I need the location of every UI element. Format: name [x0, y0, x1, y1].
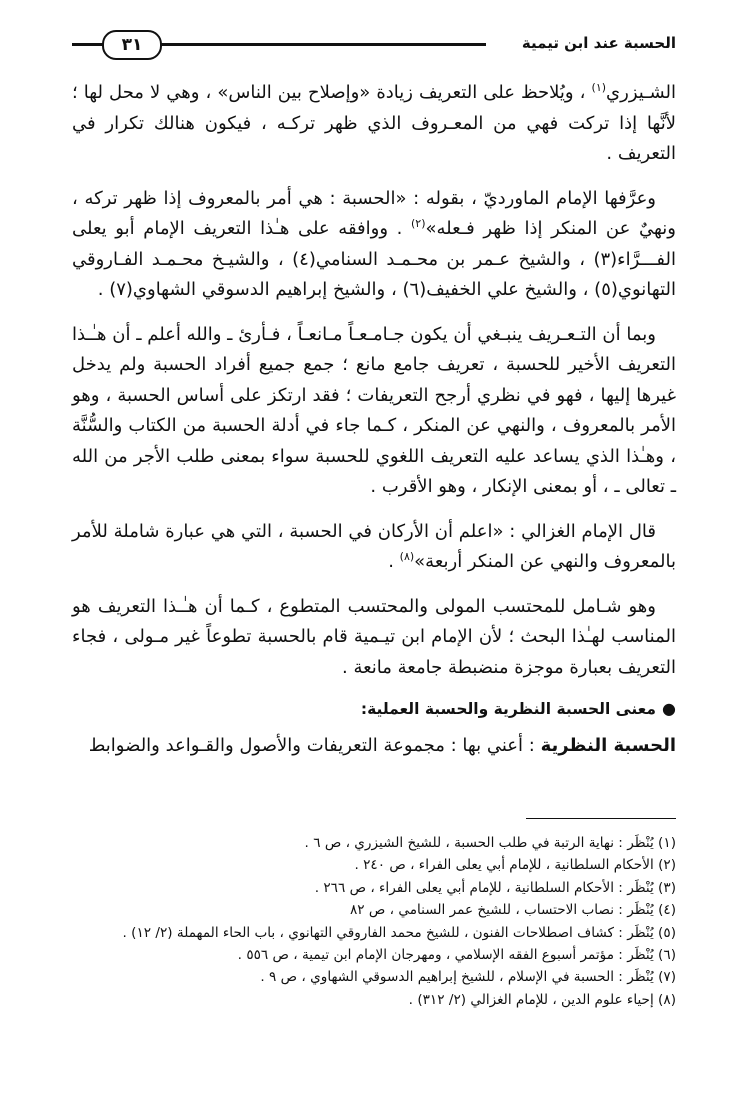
footnote-ref: (٨) [399, 550, 415, 563]
paragraph-text: وهو شـامل للمحتسب المولى والمحتسب المتطوع ، كـما أن هـٰـذا التعريف هو المناسب لهـٰذا البحث ؛ لأن الإمام ابن تيـمية قام بالحسبة تطوعاً غير مـولى ، فجاء التعريف بعبارة موجزة منضبطة جامعة مانعة . [72, 595, 676, 678]
bullet-icon: ● [662, 699, 676, 718]
footnote-1: (١) يُنْظَر : نهاية الرتبة في طلب الحسبة ، للشيخ الشيزري ، ص ٦ . [304, 835, 676, 851]
footnote-5: (٥) يُنْظَر : كشاف اصطلاحات الفنون ، للشيخ محمد الفاروقي التهانوي ، باب الحاء المهملة (٢/ ١٢) . [122, 924, 676, 941]
footnote-rule [526, 818, 676, 819]
paragraph-text: . [388, 551, 400, 572]
paragraph-text: الشـيزري [606, 82, 676, 103]
paragraph-4 [72, 517, 676, 578]
footnote-4: (٤) يُنْظَر : نصاب الاحتساب ، للشيخ عمر السنامي ، ص ٨٢ [349, 902, 676, 919]
footnote-ref: (٢) [411, 217, 426, 230]
page-header [72, 30, 676, 66]
book-page [72, 30, 676, 776]
footnotes [72, 832, 676, 1011]
paragraph-text: ، ويُلاحظ على التعريف زيادة «وإصلاح بين الناس» ، وهي لا محل لها ؛ لأنَّها إذا تركت فهي من المعـروف الذي ظهر تركـه ، فيكون هنالك تكرار في التعريف . [72, 82, 676, 164]
paragraph-text: وعرَّفها الإمام الماورديّ ، بقوله : «الحسبة : هي أمر بالمعروف إذا ظهر تركه ، ونهيٌ عن المنكر إذا ظهر فـعله» [72, 187, 676, 239]
section-heading-text: معنى الحسبة النظرية والحسبة العملية: [360, 700, 657, 718]
footnote-8: (٨) إحياء علوم الدين ، للإمام الغزالي (٢/ ٣١٢) . [408, 991, 676, 1008]
paragraph-3 [72, 320, 676, 503]
footnote-2: (٢) الأحكام السلطانية ، للإمام أبي يعلى الفراء ، ص ٢٤٠ . [354, 857, 676, 874]
footnote-6: (٦) يُنْظَر : مؤتمر أسبوع الفقه الإسلامي ، ومهرجان الإمام ابن تيمية ، ص ٥٥٦ . [237, 947, 676, 964]
paragraph-1 [72, 78, 676, 170]
paragraph-2 [72, 184, 676, 306]
paragraph-text: . ووافقه على هـٰذا التعريف الإمام أبو يعلى الفـــرَّاء(٣) ، والشيخ عـمر بن محـمـد السنامي(٤) ، والشيـخ محـمـد الفـاروقي التهانوي(٥) ، والشيخ علي الخفيف(٦) ، والشيخ إبراهيم الدسوقي الشهاوي(٧) . [72, 218, 676, 300]
footnote-3: (٣) يُنْظَر : الأحكام السلطانية ، للإمام أبي يعلى الفراء ، ص ٢٦٦ . [314, 879, 676, 896]
paragraph-text: وبما أن التـعـريف ينبـغي أن يكون جـامـعـاً مـانعـاً ، فـأرئ ـ والله أعلم ـ أن هـٰـذا التعريف الأخير للحسبة ، تعريف جامع مانع ؛ جمع جميع أفراد الحسبة ولم يدخل غيرها إليها ، فهو في نظري أرجح التعريفات ؛ فقد ارتكز على أساس الحسبة ، وهو الأمر بالمعروف ، والنهي عن المنكر ، كـما جاء في أدلة الحسبة من الكتاب والسُّنَّة ، وهـٰذا الذي يساعد عليه التعريف اللغوي للحسبة سواء بمعنى طلب الأجر من الله ـ تعالى ـ ، أو بمعنى الإنكار ، وهو الأقرب . [72, 323, 676, 497]
defined-term: الحسبة النظرية [540, 735, 676, 756]
body-text [72, 78, 676, 762]
footnote-ref: (١) [591, 81, 607, 94]
paragraph-text: قال الإمام الغزالي : «اعلم أن الأركان في الحسبة ، التي هي عبارة شاملة للأمر بالمعروف والنهي عن المنكر أربعة» [72, 520, 676, 572]
paragraph-text: : أعني بها : مجموعة التعريفات والأصول والقـواعد والضوابط [88, 735, 541, 756]
paragraph-5 [72, 592, 676, 684]
footnote-7: (٧) يُنْظَر : الحسبة في الإسلام ، للشيخ إبراهيم الدسوقي الشهاوي ، ص ٩ . [260, 969, 676, 986]
section-heading [72, 697, 676, 721]
paragraph-6 [72, 731, 676, 762]
running-title: الحسبة عند ابن تيمية [521, 34, 676, 52]
page-number: ٣١ [102, 30, 162, 60]
